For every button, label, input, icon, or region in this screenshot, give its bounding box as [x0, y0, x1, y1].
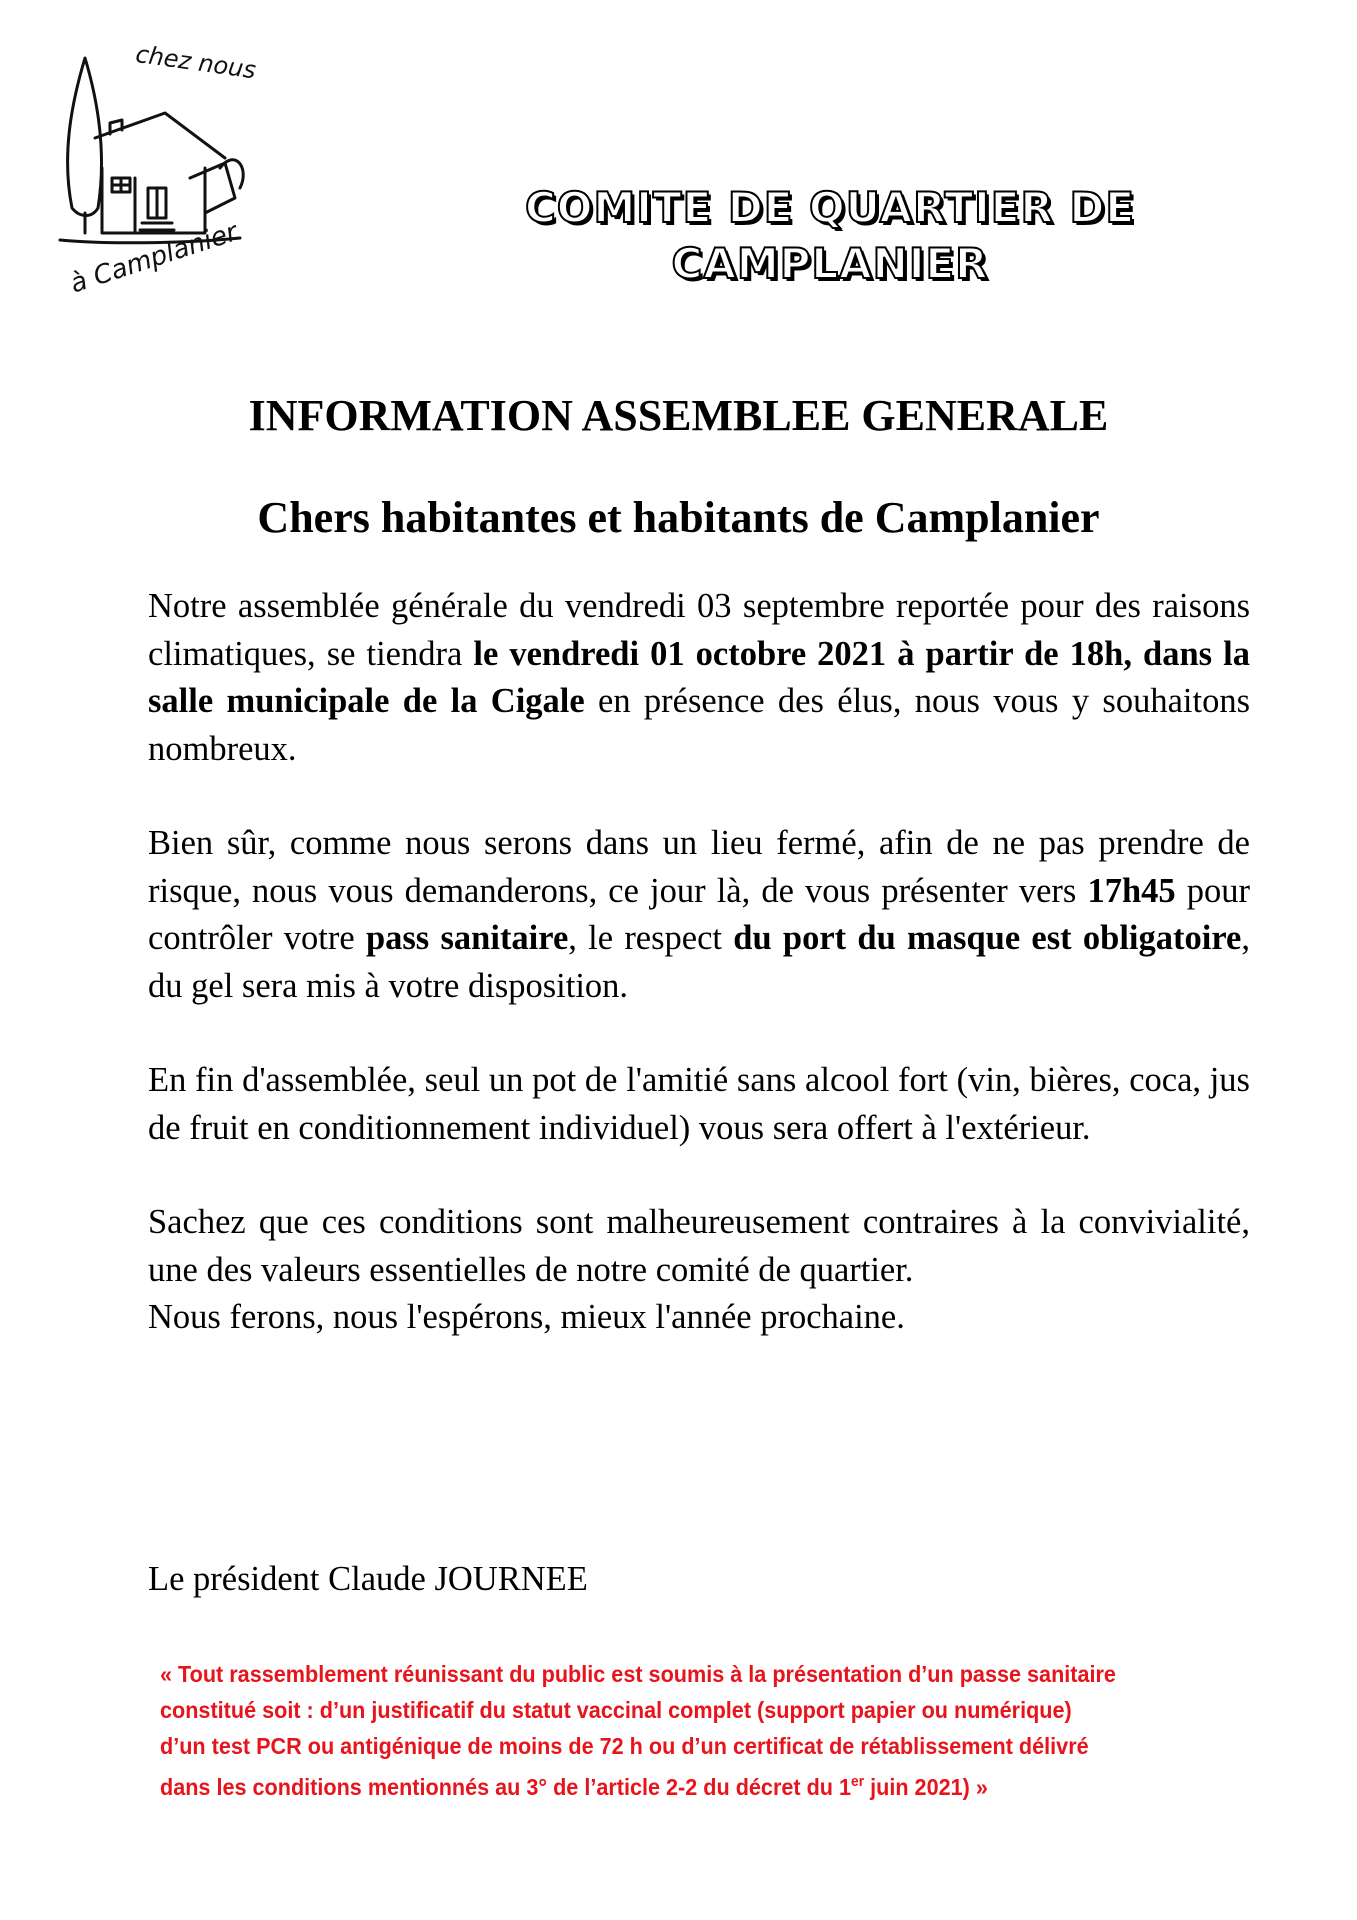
letter-body: [148, 583, 1250, 1342]
logo-text-top: chez nous: [133, 39, 258, 85]
paragraph-date: [148, 583, 1250, 773]
greeting: Chers habitantes et habitants de Camplanier: [257, 493, 1100, 542]
paragraph-drinks: En fin d'assemblée, seul un pot de l'amitié sans alcool fort (vin, bières, coca, jus de fruit en conditionnement individuel) vous sera offert à l'extérieur.: [148, 1061, 1250, 1147]
notice-line-4-a: dans les conditions mentionnés au 3° de l’article 2-2 du décret du 1: [160, 1773, 852, 1800]
document-title: INFORMATION ASSEMBLEE GENERALE: [248, 391, 1109, 440]
p1-bold-date-place: le vendredi 01 octobre 2021 à partir de 18h, dans la salle municipale de la Cigale: [148, 634, 1250, 720]
notice-line-1: « Tout rassemblement réunissant du public est soumis à la présentation d’un passe sanitaire: [160, 1661, 1116, 1687]
organization-title-line-1: COMITE DE QUARTIER DE: [524, 183, 1136, 232]
p2-text-g: , du gel sera mis à votre disposition.: [148, 919, 1250, 1005]
organization-title-line-2: CAMPLANIER: [671, 239, 989, 288]
camplanier-logo: [40, 18, 270, 308]
p2-bold-pass: pass sanitaire: [365, 919, 569, 957]
paragraph-conviviality: Sachez que ces conditions sont malheureusement contraires à la convivialité, une des valeurs essentielles de notre comité de quartier.: [148, 1203, 1250, 1289]
logo-text-bottom: à Camplanier: [66, 217, 242, 300]
p1-text-c: en présence des élus, nous vous y souhaitons nombreux.: [148, 682, 1250, 768]
notice-line-3: d’un test PCR ou antigénique de moins de 72 h ou d’un certificat de rétablissement délivré: [160, 1733, 1089, 1759]
p1-text-a: Notre assemblée générale du vendredi 03 septembre reportée pour des raisons climatiques, se tiendra: [148, 587, 1250, 673]
p2-text-e: , le respect: [568, 919, 734, 957]
organization-title: [390, 180, 1270, 292]
notice-line-4-b: juin 2021) »: [864, 1773, 988, 1800]
p2-bold-time: 17h45: [1087, 871, 1176, 910]
paragraph-sanitary: [148, 820, 1250, 1010]
paragraph-next-year: Nous ferons, nous l'espérons, mieux l'année prochaine.: [148, 1298, 905, 1336]
p2-text-a: Bien sûr, comme nous serons dans un lieu fermé, afin de ne pas prendre de risque, nous vous demanderons, ce jour là, de vous présenter vers: [148, 824, 1250, 910]
legal-notice: [160, 1656, 1117, 1805]
notice-line-4-sup: er: [851, 1773, 865, 1790]
house-logo-icon: [40, 18, 270, 308]
p2-text-c: pour contrôler votre: [148, 871, 1250, 957]
notice-line-2: constitué soit : d’un justificatif du statut vaccinal complet (support papier ou numérique): [160, 1697, 1072, 1723]
p2-bold-mask: du port du masque est obligatoire: [733, 919, 1242, 957]
notice-line-4: [160, 1764, 1117, 1805]
signature: Le président Claude JOURNEE: [148, 1560, 588, 1598]
